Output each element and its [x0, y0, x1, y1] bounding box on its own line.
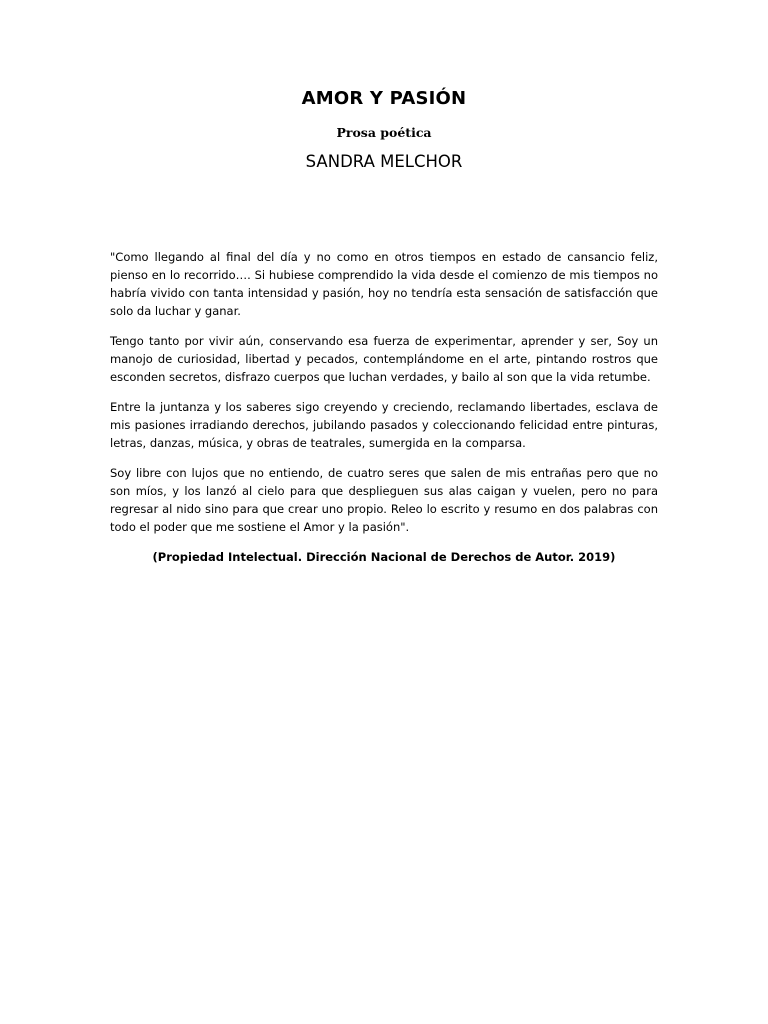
- document-title: AMOR Y PASIÓN: [301, 88, 467, 109]
- body-text: [110, 248, 658, 548]
- paragraph: Soy libre con lujos que no entiendo, de cuatro seres que salen de mis entrañas pero que no son míos, y los lanzó al cielo para que desplieguen sus alas caigan y vuelen, pero no para regresar al nido sino para que crear uno propio. Releo lo escrito y resumo en dos palabras con todo el poder que me sostiene el Amor y la pasión".: [110, 466, 658, 534]
- paragraph: Tengo tanto por vivir aún, conservando esa fuerza de experimentar, aprender y ser, Soy un manojo de curiosidad, libertad y pecados, contemplándome en el arte, pintando rostros que esconden secretos, disfrazo cuerpos que luchan verdades, y bailo al son que la vida retumbe.: [110, 334, 658, 384]
- paragraph: "Como llegando al final del día y no como en otros tiempos en estado de cansancio feliz, pienso en lo recorrido…. Si hubiese comprendido la vida desde el comienzo de mis tiempos no habría vivido con tanta intensidad y pasión, hoy no tendría esta sensación de satisfacción que solo da luchar y ganar.: [110, 250, 658, 318]
- paragraph: Entre la juntanza y los saberes sigo creyendo y creciendo, reclamando libertades, esclava de mis pasiones irradiando derechos, jubilando pasados y coleccionando felicidad entre pinturas, letras, danzas, música, y obras de teatrales, sumergida en la comparsa.: [110, 400, 658, 450]
- copyright-credit: (Propiedad Intelectual. Dirección Nacional de Derechos de Autor. 2019): [152, 550, 616, 564]
- document-subtitle: Prosa poética: [336, 125, 432, 140]
- author-name: SANDRA MELCHOR: [305, 152, 463, 171]
